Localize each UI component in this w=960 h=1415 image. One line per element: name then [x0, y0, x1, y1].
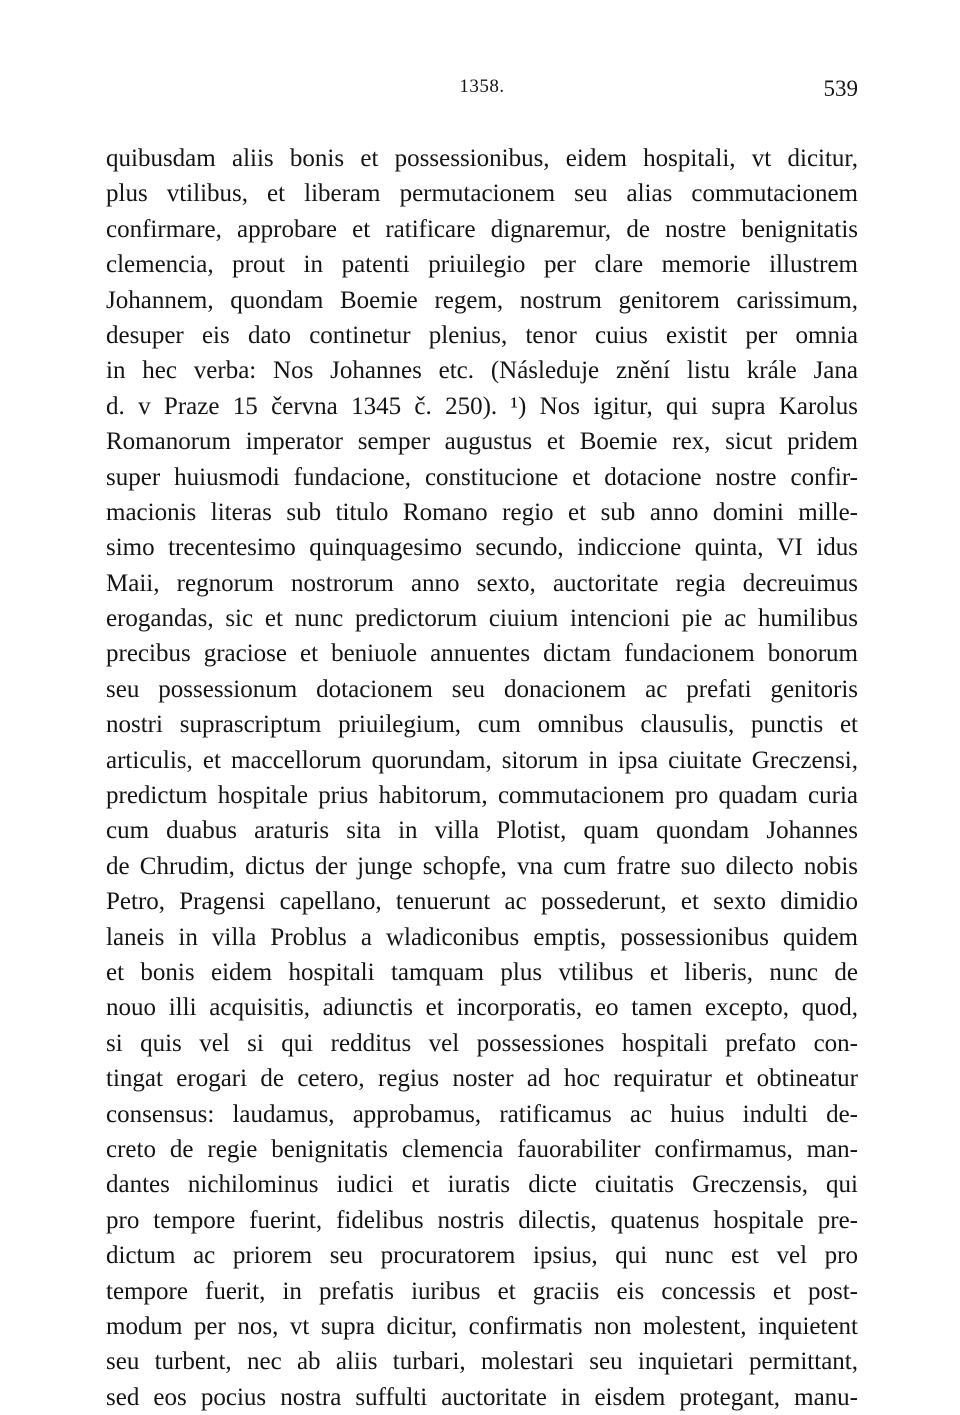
page-number: 539 [823, 76, 858, 101]
text-line: plus vtilibus, et liberam permutacionem seu alias commutacionem [106, 180, 858, 208]
text-line: nouo illi acquisitis, adiunctis et incorporatis, eo tamen excepto, quod, [106, 994, 858, 1022]
text-line: seu turbent, nec ab aliis turbari, molestari seu inquietari permittant, [106, 1348, 858, 1376]
text-line: erogandas, sic et nunc predictorum ciuium intencioni pie ac humilibus [106, 605, 858, 633]
text-line: tingat erogari de cetero, regius noster ad hoc requiratur et obtineatur [106, 1065, 858, 1093]
text-line: si quis vel si qui redditus vel possessiones hospitali prefato con- [106, 1029, 858, 1057]
text-line: confirmare, approbare et ratificare dignaremur, de nostre benignitatis [106, 215, 858, 243]
text-line: Maii, regnorum nostrorum anno sexto, auctoritate regia decreuimus [106, 569, 858, 597]
text-line: laneis in villa Problus a wladiconibus emptis, possessionibus quidem [106, 923, 858, 951]
text-line: precibus graciose et beniuole annuentes dictam fundacionem bonorum [106, 640, 858, 668]
text-line: predictum hospitale prius habitorum, commutacionem pro quadam curia [106, 782, 858, 810]
text-line: Romanorum imperator semper augustus et Boemie rex, sicut pridem [106, 428, 858, 456]
text-line: desuper eis dato continetur plenius, tenor cuius existit per omnia [106, 321, 858, 349]
body-text [106, 141, 858, 1415]
text-line: Johannem, quondam Boemie regem, nostrum genitorem carissimum, [106, 286, 858, 314]
text-line: nostri suprascriptum priuilegium, cum omnibus clausulis, punctis et [106, 711, 858, 739]
text-line: pro tempore fuerint, fidelibus nostris dilectis, quatenus hospitale pre- [106, 1206, 858, 1234]
text-line: Petro, Pragensi capellano, tenuerunt ac possederunt, et sexto dimidio [106, 888, 858, 916]
text-line: clemencia, prout in patenti priuilegio per clare memorie illustrem [106, 251, 858, 279]
text-line: quibusdam aliis bonis et possessionibus, eidem hospitali, vt dicitur, [106, 145, 858, 172]
text-line: super huiusmodi fundacione, constitucione et dotacione nostre confir- [106, 463, 858, 491]
text-line: creto de regie benignitatis clemencia fauorabiliter confirmamus, man- [106, 1135, 858, 1163]
text-line: consensus: laudamus, approbamus, ratificamus ac huius indulti de- [106, 1100, 858, 1128]
text-line: cum duabus araturis sita in villa Plotist, quam quondam Johannes [106, 817, 858, 845]
text-line: sed eos pocius nostra suffulti auctoritate in eisdem protegant, manu- [106, 1383, 858, 1411]
text-line: et bonis eidem hospitali tamquam plus vtilibus et liberis, nunc de [106, 958, 858, 986]
text-line: articulis, et maccellorum quorundam, sitorum in ipsa ciuitate Greczensi, [106, 746, 858, 774]
text-line: seu possessionum dotacionem seu donacionem ac prefati genitoris [106, 675, 858, 703]
text-line: d. v Praze 15 června 1345 č. 250). ¹) Nos igitur, qui supra Karolus [106, 392, 858, 420]
text-line: dictum ac priorem seu procuratorem ipsius, qui nunc est vel pro [106, 1242, 858, 1270]
text-line: in hec verba: Nos Johannes etc. (Následuje znění listu krále Jana [106, 357, 858, 385]
text-line: modum per nos, vt supra dicitur, confirmatis non molestent, inquietent [106, 1312, 858, 1340]
text-line: de Chrudim, dictus der junge schopfe, vna cum fratre suo dilecto nobis [106, 852, 858, 880]
page-header [106, 76, 858, 106]
text-line: dantes nichilominus iudici et iuratis dicte ciuitatis Greczensis, qui [106, 1171, 858, 1199]
text-line: simo trecentesimo quinquagesimo secundo, indiccione quinta, VI idus [106, 534, 858, 562]
header-year: 1358. [459, 76, 505, 97]
text-line: tempore fuerit, in prefatis iuribus et graciis eis concessis et post- [106, 1277, 858, 1305]
text-line: macionis literas sub titulo Romano regio et sub anno domini mille- [106, 498, 858, 526]
